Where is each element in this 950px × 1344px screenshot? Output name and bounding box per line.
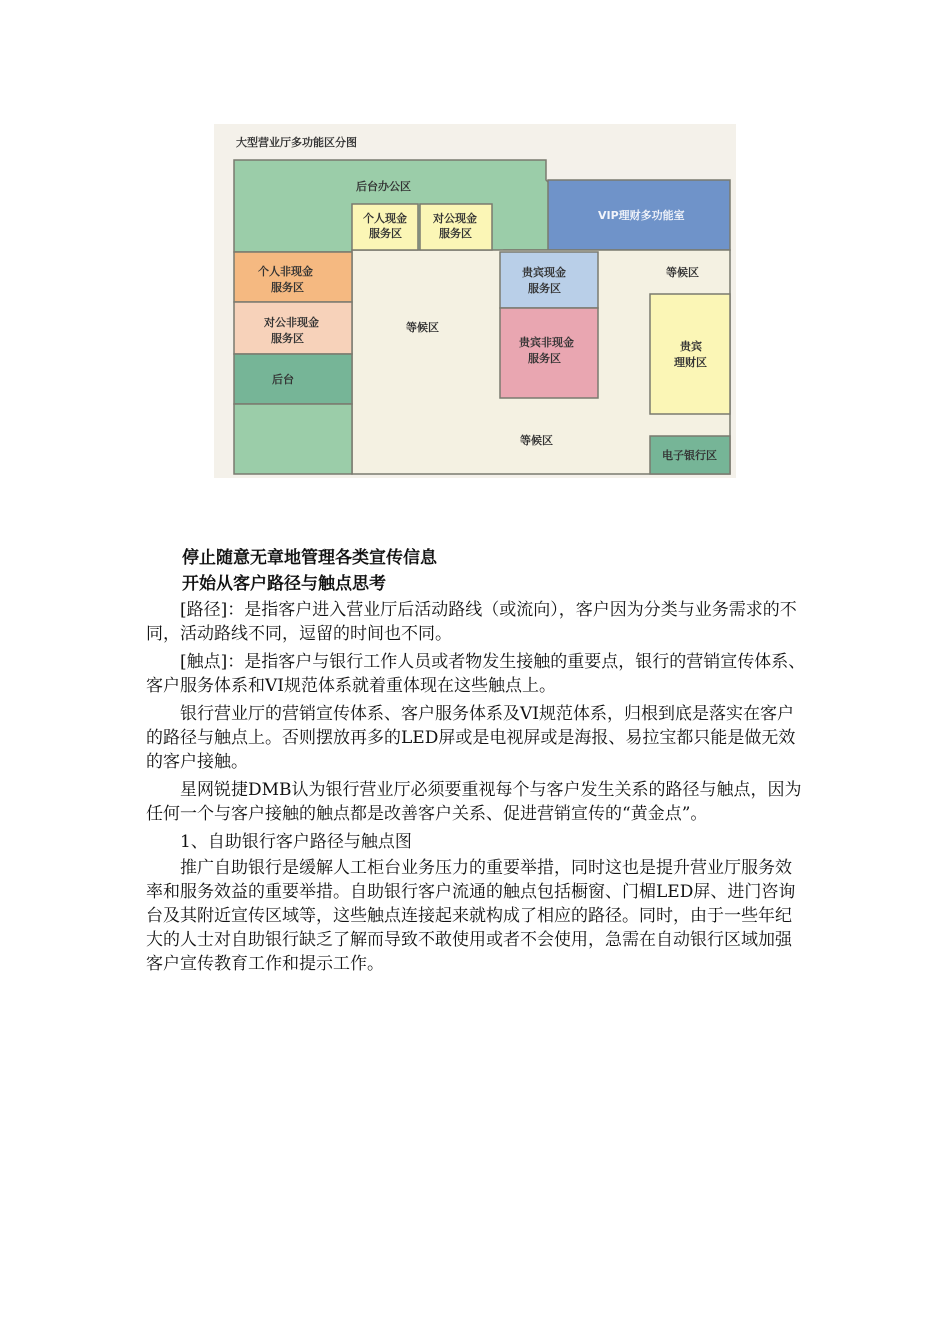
paragraph-touchpoint: [触点]：是指客户与银行工作人员或者物发生接触的重要点，银行的营销宣传体系、客户服务体系和VI规范体系就着重体现在这些触点上。 (146, 652, 806, 696)
label-corporate-noncash-1: 对公非现金 (264, 316, 319, 329)
label-waiting-center: 等候区 (406, 321, 439, 334)
paragraph-dmb: 星网锐捷DMB认为银行营业厅必须要重视每个与客户发生关系的路径与触点，因为任何一个与客户接触的触点都是改善客户关系、促进营销宣传的“黄金点”。 (146, 780, 802, 824)
label-ebank: 电子银行区 (662, 449, 717, 462)
paragraph-self-service: 推广自助银行是缓解人工柜台业务压力的重要举措，同时这也是提升营业厅服务效率和服务效益的重要举措。自助银行客户流通的触点包括橱窗、门楣LED屏、进门咨询台及其附近宣传区域等，这些触点连接起来就构成了相应的路径。同时，由于一些年纪大的人士对自助银行缺乏了解而导致不敢使用或者不会使用，急需在自动银行区域加强客户宣传教育工作和提示工作。 (146, 858, 796, 974)
label-vip-noncash-2: 服务区 (528, 352, 561, 365)
label-vip: VIP理财多功能室 (598, 209, 685, 222)
label-vip-finance-2: 理财区 (674, 356, 707, 369)
zone-vip-finance (650, 294, 730, 414)
paragraph-marketing: 银行营业厅的营销宣传体系、客户服务体系及VI规范体系，归根到底是落实在客户的路径与触点上。否则摆放再多的LED屏或是电视屏或是海报、易拉宝都只能是做无效的客户接触。 (146, 704, 796, 772)
paragraph-path: [路径]：是指客户进入营业厅后活动路线（或流向），客户因为分类与业务需求的不同，活动路线不同，逗留的时间也不同。 (146, 600, 797, 644)
label-waiting-bottom: 等候区 (520, 434, 553, 447)
label-vip-finance-1: 贵宾 (680, 340, 702, 353)
zone-vip-cash (500, 252, 598, 308)
article-body (146, 598, 806, 976)
label-back-office: 后台办公区 (356, 180, 411, 193)
zone-bottom-left (234, 404, 352, 474)
label-corporate-cash-1: 对公现金 (433, 212, 477, 225)
figure-title: 大型营业厅多功能区分图 (236, 136, 357, 149)
label-corporate-cash-2: 服务区 (439, 227, 472, 240)
label-waiting-right: 等候区 (666, 266, 699, 279)
label-corporate-noncash-2: 服务区 (271, 332, 304, 345)
label-vip-noncash-1: 贵宾非现金 (519, 336, 574, 349)
floor-plan-svg (214, 124, 736, 478)
heading-1: 停止随意无章地管理各类宣传信息 (182, 548, 437, 568)
floor-plan-figure (214, 124, 736, 478)
label-personal-noncash-2: 服务区 (271, 281, 304, 294)
label-personal-noncash-1: 个人非现金 (258, 265, 313, 278)
heading-2: 开始从客户路径与触点思考 (182, 574, 386, 594)
paragraph-section-title: 1、自助银行客户路径与触点图 (180, 832, 412, 852)
label-personal-cash-2: 服务区 (369, 227, 402, 240)
label-vip-cash-2: 服务区 (528, 282, 561, 295)
label-vip-cash-1: 贵宾现金 (522, 266, 566, 279)
label-backroom: 后台 (272, 373, 294, 386)
label-personal-cash-1: 个人现金 (363, 212, 407, 225)
